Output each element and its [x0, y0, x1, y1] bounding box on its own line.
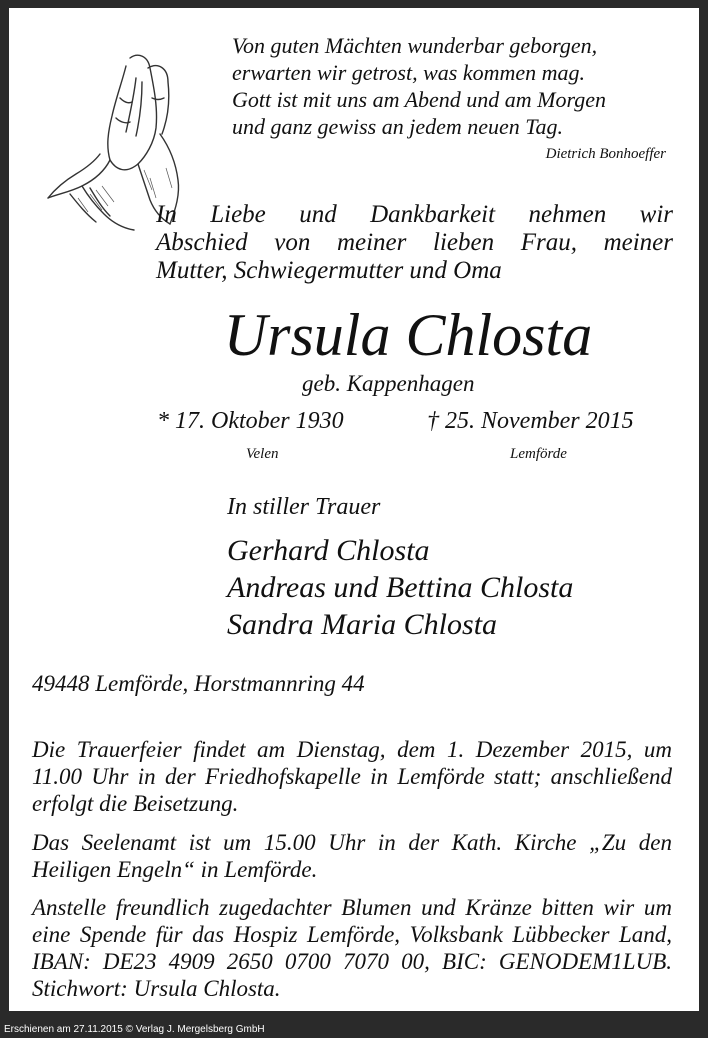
- birth-date: * 17. Oktober 1930: [157, 408, 344, 434]
- obituary-notice: [14, 14, 694, 1004]
- poem-line: Von guten Mächten wunderbar geborgen,: [232, 33, 598, 58]
- death-date: † 25. November 2015: [427, 408, 634, 434]
- funeral-info-paragraph: Die Trauerfeier findet am Dienstag, dem 1. Dezember 2015, um 11.00 Uhr in der Friedhofskapelle in Lemförde statt; anschließend erfolgt die Beisetzung.: [32, 737, 672, 816]
- mourning-heading: In stiller Trauer: [227, 494, 381, 520]
- mourner-name: Gerhard Chlosta: [227, 534, 430, 567]
- maiden-name: geb. Kappenhagen: [302, 371, 475, 396]
- poem-author: Dietrich Bonhoeffer: [545, 146, 666, 162]
- birth-place: Velen: [246, 446, 279, 462]
- intro-line: Mutter, Schwiegermutter und Oma: [156, 257, 502, 284]
- poem-line: Gott ist mit uns am Abend und am Morgen: [232, 87, 606, 112]
- publication-footer: Erschienen am 27.11.2015 © Verlag J. Mergelsberg GmbH: [0, 1022, 708, 1038]
- mourner-name: Andreas und Bettina Chlosta: [227, 571, 574, 604]
- intro-line: In Liebe und Dankbarkeit nehmen wir: [156, 201, 673, 228]
- intro-line: Abschied von meiner lieben Frau, meiner: [156, 229, 673, 256]
- intro-text: [156, 201, 673, 285]
- poem: [232, 32, 606, 140]
- mourners-list: [227, 532, 573, 643]
- address: 49448 Lemförde, Horstmannring 44: [32, 671, 365, 696]
- poem-line: und ganz gewiss an jedem neuen Tag.: [232, 114, 564, 139]
- mourner-name: Sandra Maria Chlosta: [227, 608, 498, 641]
- requiem-info-paragraph: Das Seelenamt ist um 15.00 Uhr in der Kath. Kirche „Zu den Heiligen Engeln“ in Lemförde.: [32, 830, 672, 882]
- poem-line: erwarten wir getrost, was kommen mag.: [232, 60, 586, 85]
- donation-info-paragraph: Anstelle freundlich zugedachter Blumen und Kränze bitten wir um eine Spende für das Hospiz Lemförde, Volksbank Lübbecker Land, IBAN: DE23 4909 2650 0700 7070 00, BIC: GENODEM1LUB. Stichwort: Ursula Chlosta.: [32, 895, 672, 1001]
- death-place: Lemförde: [510, 446, 567, 462]
- deceased-name: Ursula Chlosta: [223, 302, 593, 368]
